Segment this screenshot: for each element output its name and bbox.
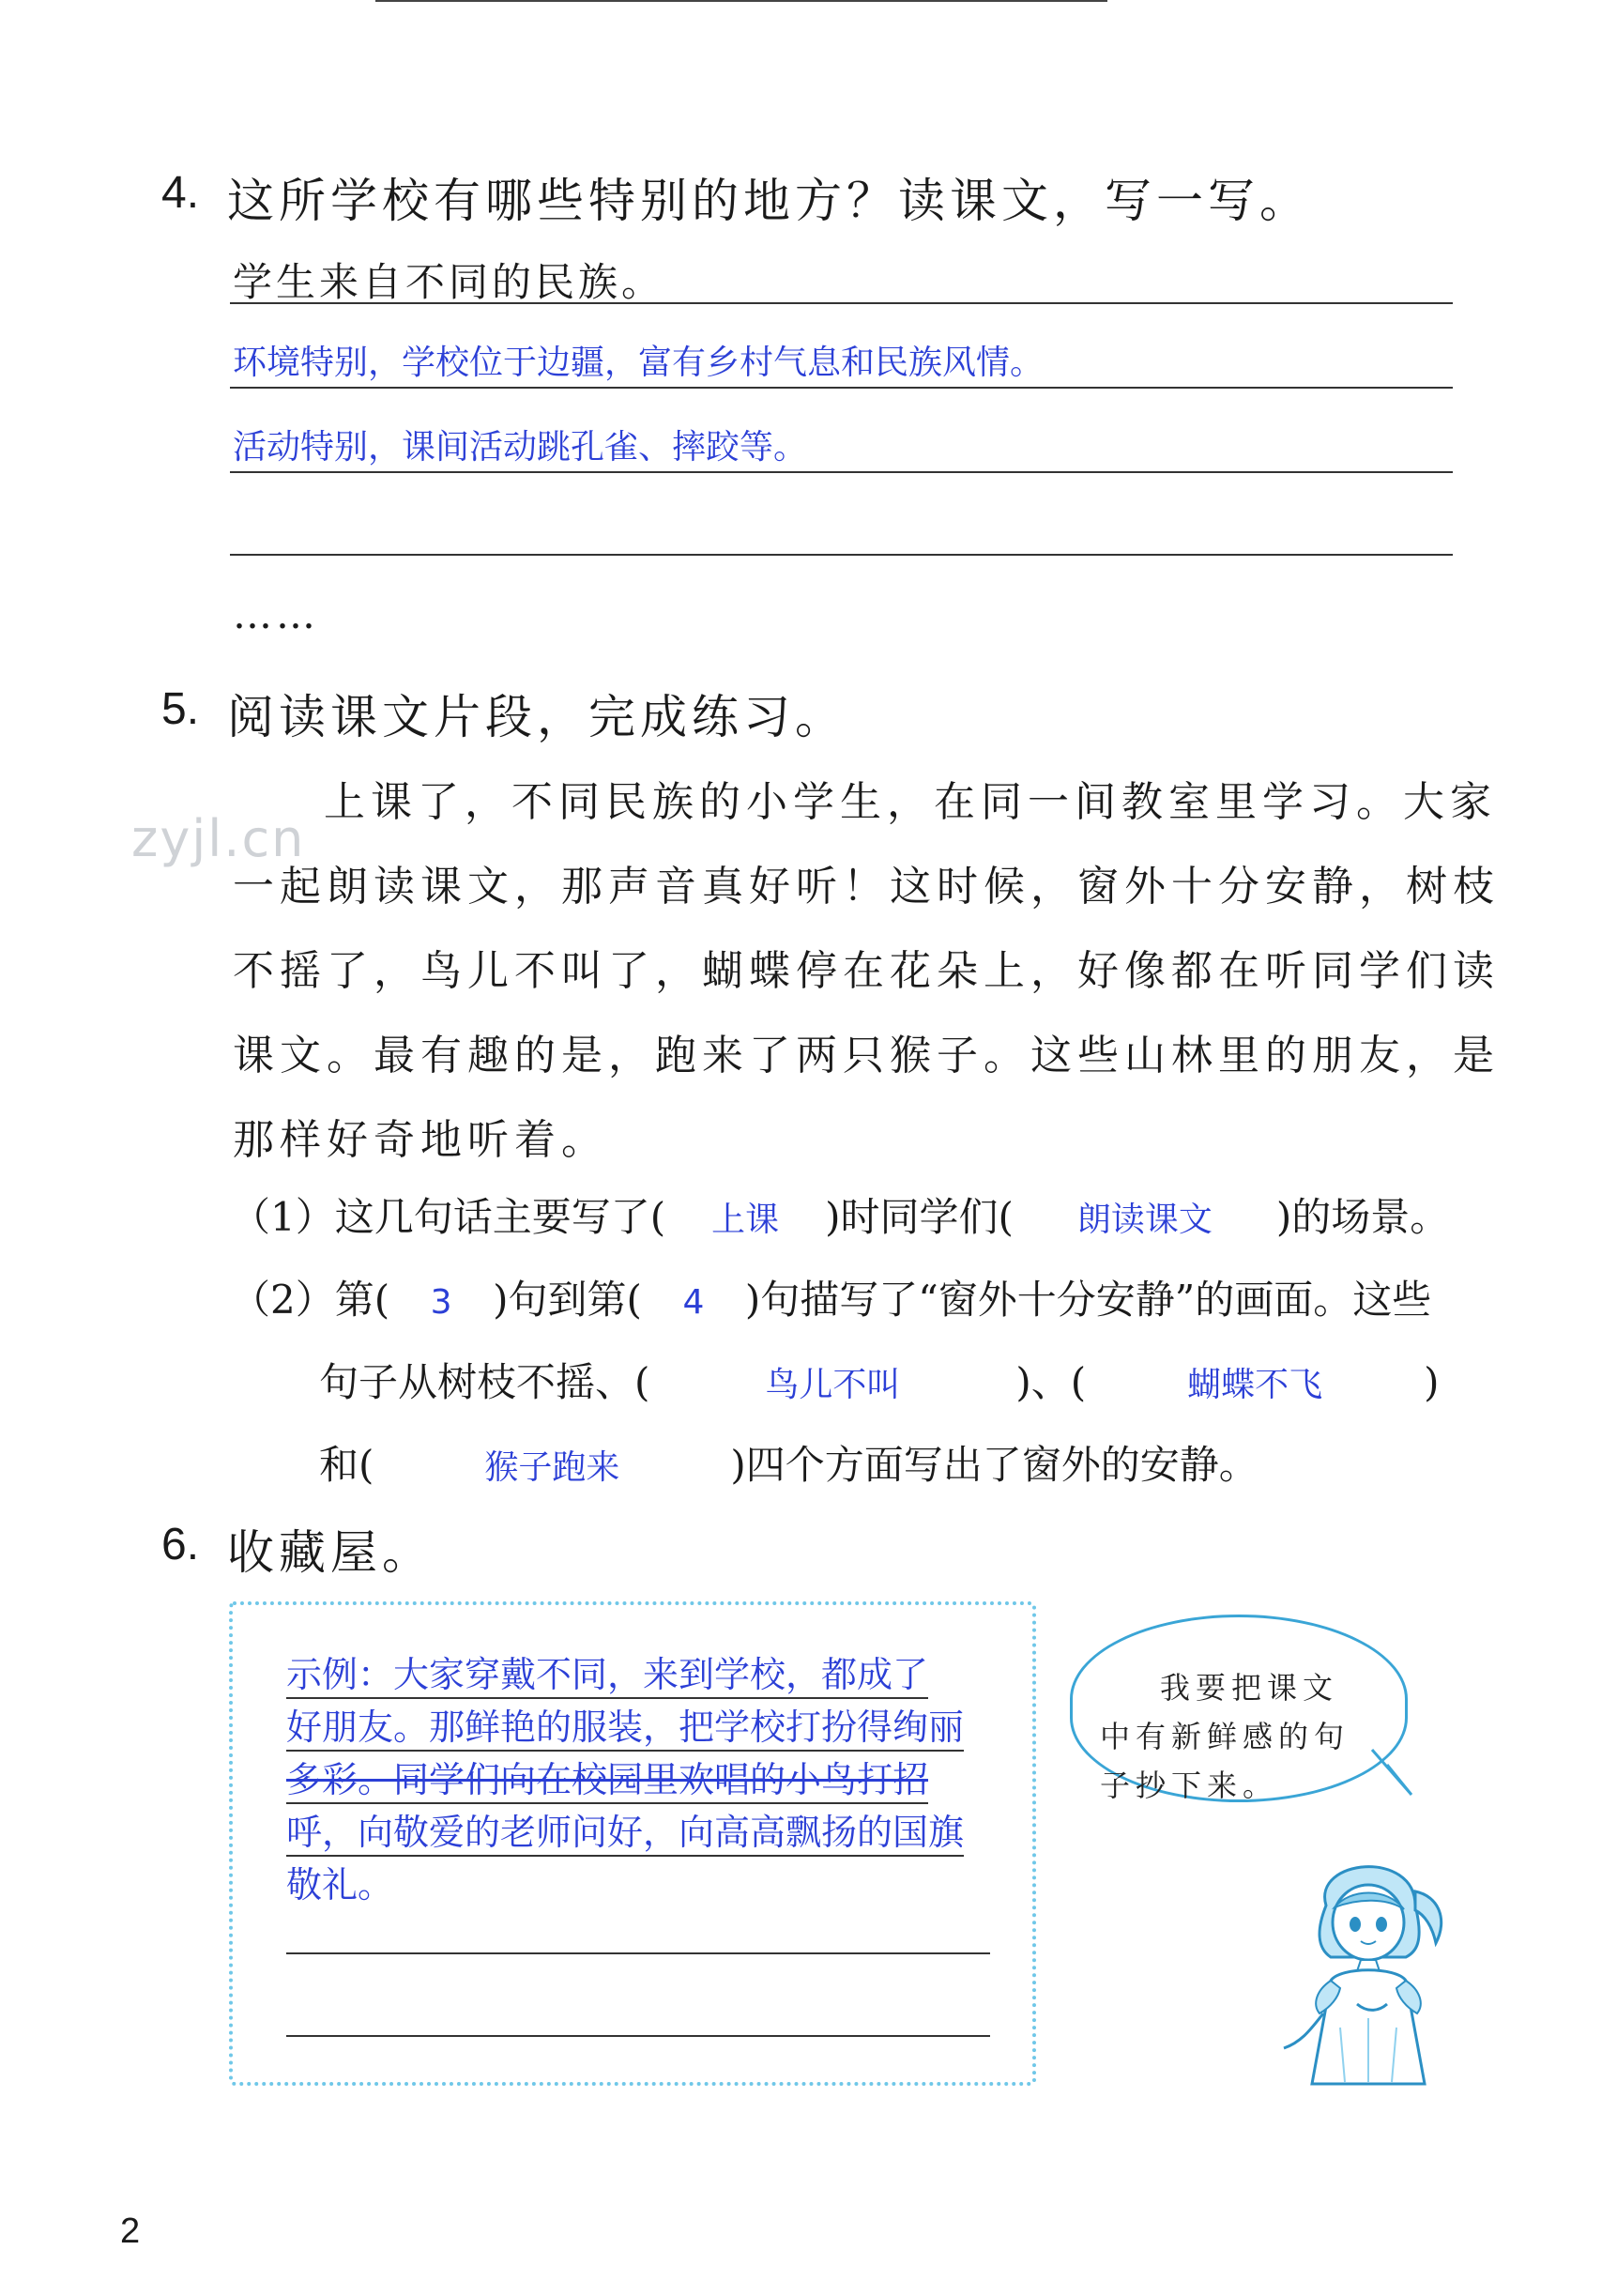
q4-ellipsis: …… [233, 591, 319, 637]
q4-line-3 [230, 471, 1453, 473]
q5-sub1 [231, 1186, 1449, 1243]
q5-passage-line-4: 课文。最有趣的是，跑来了两只猴子。这些山林里的朋友，是 [233, 1032, 1500, 1079]
q5-sub2-text-2: )句到第( [493, 1277, 642, 1323]
page-number: 2 [120, 2212, 141, 2251]
q4-line-2 [230, 387, 1453, 389]
q4-example: 学生来自不同的民族。 [233, 259, 665, 305]
q5-sub1-answer-2: 朗读课文 [1076, 1201, 1213, 1239]
q5-sub2-answer-2: 4 [682, 1283, 705, 1322]
q5-sub1-answer-1: 上课 [711, 1201, 780, 1239]
q5-sub1-label: （1） [231, 1194, 335, 1240]
q5-passage-line-2: 一起朗读课文，那声音真好听！这时候，窗外十分安静，树枝 [233, 863, 1500, 911]
q6-line-5: 敬礼。 [286, 1864, 394, 1906]
q5-sub1-text-1: 这几句话主要写了( [334, 1194, 666, 1240]
speech-bubble-text: 我要把课文 中有新鲜感的句 子抄下来。 [1100, 1670, 1350, 1803]
q5-sub2-answer-4: 蝴蝶不飞 [1187, 1366, 1323, 1404]
q5-sub2-answer-3: 鸟儿不叫 [765, 1366, 901, 1404]
q5-sub2-text-5: )、( [1015, 1359, 1087, 1405]
q5-sub2-text-4: 句子从树枝不摇、( [319, 1359, 650, 1405]
girl-illustration [1274, 1840, 1462, 2093]
q5-title: 阅读课文片段，完成练习。 [227, 690, 847, 744]
q5-sub2-text-7: 和( [319, 1442, 374, 1488]
q5-number: 5. [161, 684, 200, 734]
q5-passage-line-1: 上课了，不同民族的小学生，在同一间教室里学习。大家 [324, 778, 1497, 826]
q6-answer-text [286, 1648, 1018, 1911]
q5-sub2-text-3: )句描写了“窗外十分安静”的画面。这些 [744, 1277, 1432, 1323]
top-rule [375, 0, 1107, 2]
q5-sub1-text-2: )时同学们( [825, 1194, 1014, 1240]
q6-blank-line-2 [286, 2035, 990, 2037]
q5-passage-line-3: 不摇了，鸟儿不叫了，蝴蝶停在花朵上，好像都在听同学们读 [233, 947, 1500, 995]
q4-answer-2: 活动特别，课间活动跳孔雀、摔跤等。 [233, 428, 808, 467]
q6-line-4: 呼，向敬爱的老师问好，向高高飘扬的国旗 [286, 1806, 1018, 1859]
q6-title: 收藏屋。 [227, 1525, 434, 1580]
q5-passage-line-5: 那样好奇地听着。 [233, 1116, 608, 1164]
q5-sub2-row-1 [231, 1269, 1431, 1325]
q6-line-1: 示例：大家穿戴不同，来到学校，都成了 [286, 1648, 1018, 1701]
q6-line-2: 好朋友。那鲜艳的服装，把学校打扮得绚丽 [286, 1701, 1018, 1753]
q6-blank-line-1 [286, 1952, 990, 1954]
q5-sub2-text-8: )四个方面写出了窗外的安静。 [730, 1442, 1259, 1488]
q5-sub2-answer-5: 猴子跑来 [484, 1448, 620, 1487]
q4-title: 这所学校有哪些特别的地方？读课文，写一写。 [227, 174, 1311, 228]
q5-sub1-text-3: )的场景。 [1275, 1194, 1450, 1240]
q5-sub2-row-3 [319, 1434, 1259, 1491]
q4-number: 4. [161, 168, 200, 218]
q5-sub2-text-6: ) [1424, 1359, 1440, 1405]
q4-answer-1: 环境特别，学校位于边疆，富有乡村气息和民族风情。 [233, 344, 1045, 382]
q5-sub2-answer-1: 3 [430, 1283, 452, 1322]
q5-sub2-row-2 [319, 1352, 1440, 1408]
q6-line-3: 多彩。同学们向在校园里欢唱的小鸟打招 [286, 1753, 1018, 1806]
q4-line-1 [230, 302, 1453, 304]
q5-sub2-text-1: 第( [334, 1277, 390, 1323]
q6-number: 6. [161, 1520, 200, 1569]
q4-line-4 [230, 554, 1453, 556]
watermark: zyjl.cn [131, 809, 306, 868]
q5-sub2-label: （2） [231, 1277, 335, 1323]
